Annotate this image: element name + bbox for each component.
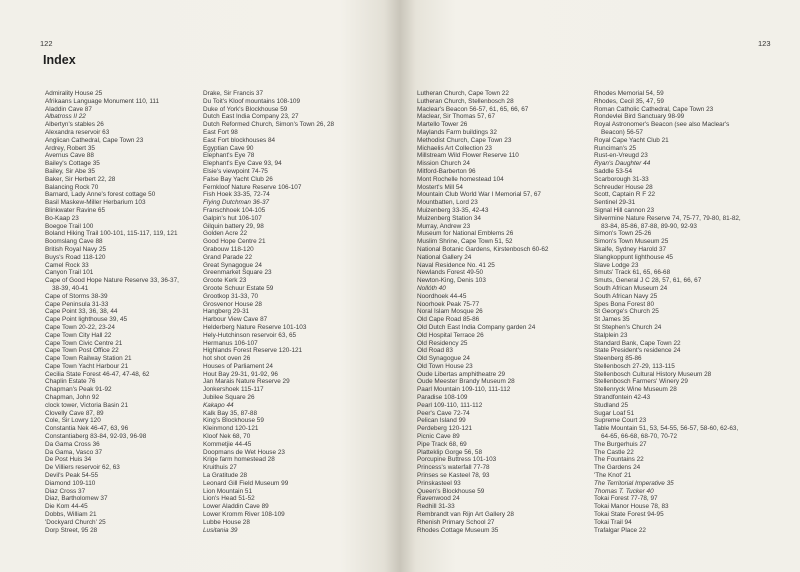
index-entry: St Stephen's Church 24 — [594, 323, 662, 331]
index-entry: Fernkloof Nature Reserve 106-107 — [203, 183, 302, 191]
index-entry: Stellenbosch Farmers' Winery 29 — [594, 378, 688, 386]
index-entry: Smuts, General J C 28, 57, 61, 66, 67 — [594, 277, 702, 285]
index-entry: Devil's Peak 54-55 — [45, 472, 99, 480]
index-entry: Cape Town City Hall 22 — [45, 331, 112, 339]
index-entry: South African Navy 25 — [594, 292, 658, 300]
index-entry: Muslim Shrine, Cape Town 51, 52 — [417, 238, 513, 246]
index-entry: Da Gama, Vasco 37 — [45, 448, 103, 456]
index-entry: The Territorial Imperative 35 — [594, 479, 674, 487]
index-entry: Alexandra reservoir 63 — [45, 128, 110, 136]
index-entry: British Royal Navy 25 — [45, 245, 107, 253]
index-entry: Good Hope Centre 21 — [203, 238, 266, 246]
index-entry: Stellenryck Wine Museum 28 — [594, 386, 677, 394]
index-entry: Oude Meester Brandy Museum 28 — [417, 378, 515, 386]
index-entry: Albertyn's stables 26 — [45, 121, 104, 129]
index-entry: Old Residency 25 — [417, 339, 468, 347]
index-entry: Millstream Wild Flower Reserve 110 — [417, 152, 519, 160]
index-entry: Kalk Bay 35, 87-88 — [203, 409, 257, 417]
index-entry: Kruithuis 27 — [203, 464, 237, 472]
index-entry: Egyptian Cave 90 — [203, 144, 254, 152]
index-entry: Old Hospital Terrace 26 — [417, 331, 484, 339]
index-entry: Cape Town Civic Centre 21 — [45, 339, 123, 347]
index-entry: Elsie's viewpoint 74-75 — [203, 167, 268, 175]
index-entry: Stalplein 23 — [594, 331, 628, 339]
index-entry: Museum for National Emblems 26 — [417, 230, 514, 238]
index-entry: Slave Lodge 23 — [594, 261, 639, 269]
index-entry: Maylands Farm buildings 32 — [417, 128, 497, 136]
index-entry: Blinkwater Ravine 65 — [45, 206, 106, 214]
index-entry: Chapman's Peak 91-92 — [45, 386, 112, 394]
index-entry: Golden Acre 22 — [203, 230, 248, 238]
index-entry: Doopmans de Wet House 23 — [203, 448, 285, 456]
index-entry: Rust-en-Vreugd 23 — [594, 152, 648, 160]
index-entry: Diamond 109-110 — [45, 479, 96, 487]
index-entry: Albatross II 22 — [45, 113, 86, 121]
index-entry: Old Cape Road 85-86 — [417, 316, 480, 324]
index-entry: Maclear, Sir Thomas 57, 67 — [417, 113, 496, 121]
index-entry: Rhenish Primary School 27 — [417, 518, 495, 526]
index-entry: 'The Knot' 21 — [594, 472, 632, 480]
index-entry: Porcupine Buttress 101-103 — [417, 456, 497, 464]
index-entry: Runciman's 25 — [594, 144, 637, 152]
index-entry: East Fort blockhouses 84 — [203, 136, 276, 144]
index-entry: Pelican Island 99 — [417, 417, 466, 425]
index-entry: Newton-King, Denis 103 — [417, 277, 486, 285]
index-entry: Rembrandt van Rijn Art Gallery 28 — [417, 511, 514, 519]
index-entry: Dobbs, William 21 — [45, 511, 97, 519]
index-entry: Gilquin battery 29, 98 — [203, 222, 264, 230]
index-entry: Michaelis Art Collection 23 — [417, 144, 492, 152]
index-entry: Barnard, Lady Anne's forest cottage 50 — [45, 191, 156, 199]
index-entry: Baker, Sir Herbert 22, 28 — [45, 175, 116, 183]
index-entry: The Burgerhuis 27 — [594, 440, 647, 448]
index-entry: Lion Mountain 51 — [203, 487, 253, 495]
index-entry: Mountain Club World War I Memorial 57, 67 — [417, 191, 541, 199]
index-entry: Duke of York's Blockhouse 59 — [203, 105, 288, 113]
index-entry: Hely-Hutchinson reservoir 63, 65 — [203, 331, 297, 339]
index-entry: De Villiers reservoir 62, 63 — [45, 464, 120, 472]
index-entry: Muizenberg Station 34 — [417, 214, 481, 222]
index-entry: Roman Catholic Cathedral, Cape Town 23 — [594, 105, 714, 113]
index-entry: Ryan's Daughter 44 — [594, 160, 651, 168]
index-entry: Lower Aladdin Cave 89 — [203, 503, 269, 511]
index-entry: Groote Kerk 23 — [203, 277, 247, 285]
index-entry: Da Gama Cross 36 — [45, 440, 100, 448]
index-entry: St George's Church 25 — [594, 308, 659, 316]
index-entry: Cole, Sir Lowry 120 — [45, 417, 101, 425]
index-entry: Lutheran Church, Stellenbosch 28 — [417, 97, 514, 105]
index-entry: Signal Hill cannon 23 — [594, 206, 655, 214]
index-entry: Cape Point 33, 36, 38, 44 — [45, 308, 118, 316]
index-entry: Cape Town Railway Station 21 — [45, 355, 132, 363]
index-entry: Supreme Court 23 — [594, 417, 647, 425]
index-entry: Diaz Cross 37 — [45, 487, 86, 495]
index-entry: Perdeberg 120-121 — [417, 425, 473, 433]
index-entry: Krige farm homestead 28 — [203, 456, 275, 464]
index-entry: Oude Libertas amphitheatre 29 — [417, 370, 506, 378]
index-column-3 — [417, 90, 602, 534]
index-entry: Trafalgar Place 22 — [594, 526, 646, 534]
index-entry: Clovelly Cave 87, 89 — [45, 409, 104, 417]
index-entry: Steenberg 85-86 — [594, 355, 642, 363]
index-entry: Bailey's Cottage 35 — [45, 160, 100, 168]
index-entry: Redhill 31-33 — [417, 503, 455, 511]
index-entry: Beacon) 56-57 — [601, 128, 643, 136]
index-entry: Tokai Manor House 78, 83 — [594, 503, 669, 511]
index-entry: Cape of Storms 38-39 — [45, 292, 108, 300]
index-entry: Studland 25 — [594, 401, 629, 409]
index-entry: Groote Schuur Estate 59 — [203, 284, 274, 292]
index-entry: Maclear's Beacon 56-57, 61, 65, 66, 67 — [417, 105, 529, 113]
index-entry: Leonard Gill Field Museum 99 — [203, 479, 289, 487]
index-entry: Rhodes, Cecil 35, 47, 59 — [594, 97, 664, 105]
index-entry: Queen's Blockhouse 59 — [417, 487, 485, 495]
index-entry: Grootkop 31-33, 70 — [203, 292, 259, 300]
index-entry: Mitford-Barberton 96 — [417, 167, 476, 175]
index-entry: Harbour View Cave 87 — [203, 316, 268, 324]
index-entry: Rhodes Cottage Museum 35 — [417, 526, 499, 534]
index-entry: Constantiaberg 83-84, 92-93, 96-98 — [45, 433, 147, 441]
index-entry: National Botanic Gardens, Kirstenbosch 60-62 — [417, 245, 549, 253]
index-entry: National Gallery 24 — [417, 253, 472, 261]
index-entry: Boomslang Cave 88 — [45, 238, 103, 246]
index-entry: Du Toit's Kloof mountains 108-109 — [203, 97, 301, 105]
index-entry: Flying Dutchman 36-37 — [203, 199, 270, 207]
index-entry: Chapman, John 92 — [45, 394, 100, 402]
index-entry: Rondevlei Bird Sanctuary 98-99 — [594, 113, 685, 121]
index-entry: Great Synagogue 24 — [203, 261, 262, 269]
index-entry: Old Synagogue 24 — [417, 355, 470, 363]
index-column-1 — [45, 90, 195, 534]
index-entry: Bailey, Sir Abe 35 — [45, 167, 95, 175]
index-entry: Prinskasteel 93 — [417, 479, 461, 487]
index-entry: Nollóth 40 — [417, 284, 446, 292]
index-entry: Kakapo 44 — [203, 401, 234, 409]
index-entry: Noral Islam Mosque 26 — [417, 308, 483, 316]
index-entry: Balancing Rock 70 — [45, 183, 99, 191]
index-entry: Hangberg 29-31 — [203, 308, 250, 316]
index-entry: Admirality House 25 — [45, 90, 103, 97]
index-entry: Cape Point lighthouse 39, 45 — [45, 316, 128, 324]
index-entry: Cape Town Yacht Harbour 21 — [45, 362, 129, 370]
index-entry: Dorp Street, 95 28 — [45, 526, 98, 534]
index-entry: Stellenbosch 27-29, 113-115 — [594, 362, 675, 370]
index-entry: Old Road 83 — [417, 347, 453, 355]
index-entry: Old Dutch East India Company garden 24 — [417, 323, 536, 331]
index-entry: hot shot oven 26 — [203, 355, 251, 363]
index-entry: Ardrey, Robert 35 — [45, 144, 95, 152]
index-entry: 38-39, 40-41 — [52, 284, 89, 292]
index-entry: Jonkershoek 115-117 — [203, 386, 264, 394]
index-entry: Dutch East India Company 23, 27 — [203, 113, 299, 121]
index-entry: Royal Cape Yacht Club 21 — [594, 136, 669, 144]
index-entry: Franschhoek 104-105 — [203, 206, 266, 214]
index-entry: Silvermine Nature Reserve 74, 75-77, 79-80, 81-82, — [594, 214, 741, 222]
index-entry: Lubbe House 28 — [203, 518, 250, 526]
index-entry: 83-84, 85-86, 87-88, 89-90, 92-93 — [601, 222, 697, 230]
index-entry: Lutheran Church, Cape Town 22 — [417, 90, 509, 97]
index-entry: Simon's Town 25-26 — [594, 230, 652, 238]
index-entry: Kloof Nek 68, 70 — [203, 433, 251, 441]
index-entry: Canyon Trail 101 — [45, 269, 94, 277]
index-entry: Murray, Andrew 23 — [417, 222, 471, 230]
index-entry: Sugar Loaf 51 — [594, 409, 635, 417]
index-entry: Kleinmond 120-121 — [203, 425, 259, 433]
index-entry: Smuts' Track 61, 65, 66-68 — [594, 269, 671, 277]
index-entry: Old Town House 23 — [417, 362, 473, 370]
index-entry: Strandfontein 42-43 — [594, 394, 651, 402]
index-entry: La Gratitude 28 — [203, 472, 248, 480]
index-entry: Houses of Parliament 24 — [203, 362, 273, 370]
index-entry: Ravenwood 24 — [417, 495, 460, 503]
index-entry: Die Kom 44-45 — [45, 503, 88, 511]
index-entry: Peer's Cave 72-74 — [417, 409, 470, 417]
index-entry: clock tower, Victoria Basin 21 — [45, 401, 128, 409]
index-entry: Anglican Cathedral, Cape Town 23 — [45, 136, 144, 144]
index-entry: Helderberg Nature Reserve 101-103 — [203, 323, 307, 331]
index-entry: Constantia Nek 46-47, 63, 96 — [45, 425, 129, 433]
index-column-2 — [203, 90, 383, 534]
index-entry: Buys's Road 118-120 — [45, 253, 106, 261]
index-entry: Cape Peninsula 31-33 — [45, 300, 109, 308]
index-entry: Mission Church 24 — [417, 160, 470, 168]
index-entry: Platteklip Gorge 56, 58 — [417, 448, 483, 456]
index-entry: Paradise 108-109 — [417, 394, 468, 402]
index-entry: Cecilia State Forest 46-47, 47-48, 62 — [45, 370, 150, 378]
index-entry: Newlands Forest 49-50 — [417, 269, 484, 277]
index-column-4 — [594, 90, 789, 534]
index-entry: Lion's Head 51-52 — [203, 495, 255, 503]
index-entry: False Bay Yacht Club 26 — [203, 175, 273, 183]
index-entry: The Fountains 22 — [594, 456, 644, 464]
index-entry: Princess's waterfall 77-78 — [417, 464, 490, 472]
index-entry: Basil Maskew-Miller Herbarium 103 — [45, 199, 146, 207]
index-entry: Noorhoek Peak 75-77 — [417, 300, 480, 308]
index-entry: 'Dockyard Church' 25 — [45, 518, 106, 526]
index-entry: Cape Town 20-22, 23-24 — [45, 323, 115, 331]
index-entry: Noordhoek 44-45 — [417, 292, 467, 300]
index-entry: Aladdin Cave 87 — [45, 105, 92, 113]
index-entry: Slangkoppunt lighthouse 45 — [594, 253, 673, 261]
index-entry: King's Blockhouse 59 — [203, 417, 264, 425]
index-entry: Table Mountain 51, 53, 54-55, 56-57, 58-60, 62-63, — [594, 425, 739, 433]
index-entry: State President's residence 24 — [594, 347, 681, 355]
index-entry: East Fort 98 — [203, 128, 238, 136]
page-number-right: 123 — [758, 39, 771, 48]
index-entry: Boland Hiking Trail 100-101, 115-117, 119, 121 — [45, 230, 178, 238]
index-entry: Spes Bona Forest 80 — [594, 300, 655, 308]
index-entry: Boegoe Trail 100 — [45, 222, 94, 230]
index-entry: The Castle 22 — [594, 448, 634, 456]
index-entry: Tokai Forest 77-78, 97 — [594, 495, 658, 503]
index-entry: Jubilee Square 26 — [203, 394, 255, 402]
index-entry: Dutch Reformed Church, Simon's Town 26, 28 — [203, 121, 335, 129]
index-entry: Grand Parade 22 — [203, 253, 253, 261]
index-entry: Diaz, Bartholomew 37 — [45, 495, 108, 503]
index-entry: Afrikaans Language Monument 110, 111 — [45, 97, 160, 105]
index-entry: Saddle 53-54 — [594, 167, 633, 175]
index-entry: Elephant's Eye Cave 93, 94 — [203, 160, 282, 168]
index-entry: Kommetjie 44-45 — [203, 440, 252, 448]
index-entry: Avernus Cave 88 — [45, 152, 94, 160]
page-number-left: 122 — [40, 39, 53, 48]
index-entry: Pipe Track 68, 69 — [417, 440, 467, 448]
index-entry: Bo-Kaap 23 — [45, 214, 79, 222]
index-entry: Prinses se Kasteel 78, 93 — [417, 472, 490, 480]
index-entry: De Post Huis 34 — [45, 456, 92, 464]
index-entry: Highlands Forest Reserve 120-121 — [203, 347, 303, 355]
index-entry: Mostert's Mill 54 — [417, 183, 463, 191]
index-entry: Stellenbosch Cultural History Museum 28 — [594, 370, 712, 378]
index-entry: Lower Kromm River 108-109 — [203, 511, 285, 519]
index-entry: Paarl Mountain 109-110, 111-112 — [417, 386, 511, 394]
right-page — [400, 0, 800, 572]
index-entry: Chaplin Estate 76 — [45, 378, 96, 386]
index-entry: Thomas T. Tucker 40 — [594, 487, 654, 495]
index-entry: Hermanus 106-107 — [203, 339, 258, 347]
index-entry: Hout Bay 29-31, 91-92, 96 — [203, 370, 278, 378]
index-entry: Greenmarket Square 23 — [203, 269, 272, 277]
index-entry: Rhodes Memorial 54, 59 — [594, 90, 664, 97]
index-entry: Jan Marais Nature Reserve 29 — [203, 378, 290, 386]
index-entry: Elephant's Eye 78 — [203, 152, 255, 160]
index-entry: Camel Rock 33 — [45, 261, 89, 269]
index-title: Index — [43, 53, 76, 67]
index-entry: Drake, Sir Francis 37 — [203, 90, 264, 97]
index-entry: Skaife, Sydney Harold 37 — [594, 245, 667, 253]
index-entry: Muizenberg 33-35, 42-43 — [417, 206, 489, 214]
index-entry: Scarborough 31-33 — [594, 175, 649, 183]
index-entry: Cape Town Post Office 22 — [45, 347, 119, 355]
index-entry: Galpin's hut 106-107 — [203, 214, 262, 222]
index-entry: Picnic Cave 89 — [417, 433, 460, 441]
index-entry: Scott, Captain R F 22 — [594, 191, 656, 199]
index-entry: Tokai State Forest 94-95 — [594, 511, 664, 519]
index-entry: Royal Astronomer's Beacon (see also Maclear's — [594, 121, 730, 129]
index-entry: Mont Rochelle homestead 104 — [417, 175, 504, 183]
index-entry: Sentinel 29-31 — [594, 199, 636, 207]
index-entry: 64-65, 66-68, 68-70, 70-72 — [601, 433, 678, 441]
index-entry: Fish Hoek 33-35, 72-74 — [203, 191, 270, 199]
index-entry: Grabouw 118-120 — [203, 245, 254, 253]
index-entry: Grosvenor House 28 — [203, 300, 262, 308]
index-entry: Pearl 109-110, 111-112 — [417, 401, 483, 409]
index-entry: Standard Bank, Cape Town 22 — [594, 339, 681, 347]
index-entry: Martello Tower 26 — [417, 121, 468, 129]
index-entry: Tokai Trail 94 — [594, 518, 632, 526]
index-entry: The Gardens 24 — [594, 464, 641, 472]
index-entry: St James 35 — [594, 316, 630, 324]
index-entry: Lusitania 39 — [203, 526, 238, 534]
index-entry: South African Museum 24 — [594, 284, 668, 292]
index-entry: Methodist Church, Cape Town 23 — [417, 136, 512, 144]
index-entry: Schreuder House 28 — [594, 183, 653, 191]
index-entry: Naval Residence No. 41 25 — [417, 261, 495, 269]
index-entry: Mountbatten, Lord 23 — [417, 199, 478, 207]
index-entry: Cape of Good Hope Nature Reserve 33, 36-37, — [45, 277, 179, 285]
index-entry: Simon's Town Museum 25 — [594, 238, 669, 246]
